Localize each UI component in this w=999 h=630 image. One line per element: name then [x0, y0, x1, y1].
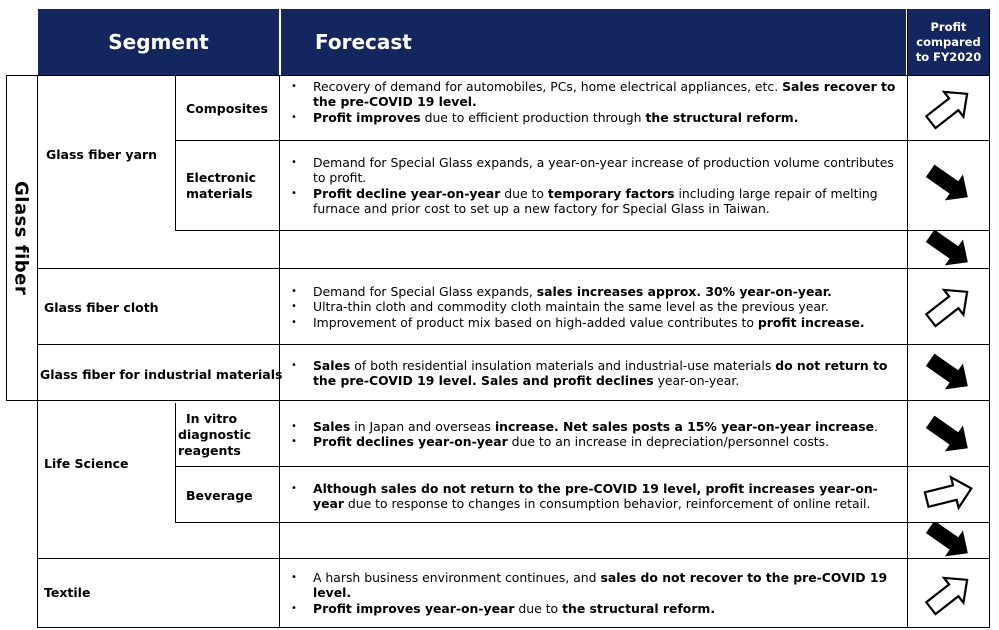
arrow-shape	[921, 158, 977, 210]
forecast-header: Forecast	[281, 9, 906, 75]
segment-line: reagents	[178, 443, 241, 458]
bullet-dot: •	[291, 436, 297, 448]
bullet-text: Improvement of product mix based on high-added value contributes to profit increase.	[313, 314, 865, 330]
segment-electronic-materials	[186, 170, 256, 202]
forecast-composites	[291, 79, 903, 125]
arrow-shape	[921, 279, 977, 332]
bullet-text: A harsh business environment continues, and sales do not recover to the pre-COVID 19 level.	[313, 570, 888, 601]
arrow-shape	[923, 473, 975, 515]
bullet-text: Recovery of demand for automobiles, PCs, home electrical appliances, etc. Sales recover to the pre-COVID 19 level.	[313, 79, 896, 110]
trend-arrow-down-icon	[918, 522, 980, 558]
trend-arrow-up-icon	[918, 566, 980, 622]
forecast-bullet	[291, 315, 903, 330]
segment-industrial-materials: Glass fiber for industrial materials	[40, 367, 283, 382]
bullet-dot: •	[291, 421, 297, 432]
bullet-text: Demand for Special Glass expands, sales increases approx. 30% year-on-year.	[313, 284, 832, 299]
bullet-text: Sales of both residential insulation materials and industrial-use materials do not return to the pre-COVID 19 level. Sales and profit declines year-on-year.	[313, 358, 888, 389]
bullet-text: Demand for Special Glass expands, a year-on-year increase of production volume contributes to profit.	[313, 155, 894, 186]
segment-in-vitro	[178, 411, 251, 459]
segment-beverage: Beverage	[186, 488, 253, 503]
bullet-text: Profit decline year-on-year due to temporary factors including large repair of melting furnace and prior cost to set up a new factory for Special Glass in Taiwan.	[313, 185, 878, 217]
arrow-shape	[921, 567, 977, 620]
glass-fiber-group-label: Glass fiber	[10, 180, 32, 296]
bullet-dot: •	[291, 81, 297, 92]
bullet-dot: •	[291, 286, 297, 297]
profit-header-line: to FY2020	[915, 49, 982, 64]
forecast-industrial-materials	[291, 358, 903, 389]
segment-life-science: Life Science	[44, 456, 129, 471]
bullet-dot: •	[291, 301, 297, 313]
forecast-glass-fiber-cloth	[291, 284, 903, 330]
forecast-bullet	[291, 284, 903, 299]
trend-arrow-flat-icon	[918, 472, 980, 516]
bullet-text: Profit improves year-on-year due to the structural reform.	[313, 600, 716, 616]
forecast-beverage	[291, 481, 903, 512]
trend-arrow-down-icon	[918, 156, 980, 212]
bullet-text: Profit declines year-on-year due to an increase in depreciation/personnel costs.	[313, 434, 830, 450]
forecast-bullet	[291, 601, 903, 616]
segment-line: In vitro	[186, 411, 238, 426]
segment-line: diagnostic	[178, 427, 252, 442]
trend-arrow-down-icon	[918, 348, 980, 398]
forecast-bullet	[291, 358, 903, 389]
forecast-bullet	[291, 110, 903, 125]
bullet-dot: •	[291, 187, 297, 199]
bullet-dot: •	[291, 483, 297, 494]
bullet-text: Sales in Japan and overseas increase. Net sales posts a 15% year-on-year increase.	[313, 419, 878, 434]
segment-composites: Composites	[186, 101, 268, 116]
bullet-dot: •	[291, 360, 297, 371]
bullet-dot: •	[291, 572, 297, 583]
arrow-shape	[921, 522, 977, 558]
forecast-bullet	[291, 79, 903, 110]
arrow-shape	[921, 348, 977, 398]
profit-header-line: compared	[916, 34, 981, 49]
segment-textile: Textile	[44, 585, 91, 600]
forecast-bullet	[291, 419, 903, 434]
forecast-electronic-materials	[291, 155, 903, 217]
forecast-bullet	[291, 570, 903, 601]
forecast-textile	[291, 570, 903, 616]
forecast-bullet	[291, 186, 903, 217]
trend-arrow-up-icon	[918, 278, 980, 334]
segment-line: materials	[186, 186, 253, 201]
trend-arrow-up-icon	[918, 80, 980, 136]
bullet-text: Ultra-thin cloth and commodity cloth maintain the same level as the previous year.	[313, 299, 829, 315]
segment-header: Segment	[38, 9, 279, 75]
trend-arrow-down-icon	[918, 228, 980, 270]
bullet-dot: •	[291, 316, 297, 328]
profit-header	[908, 9, 989, 75]
bullet-text: Although sales do not return to the pre-COVID 19 level, profit increases year-on-year due to response to changes in consumption behavior, reinforcement of online retail.	[313, 481, 878, 512]
arrow-shape	[921, 81, 977, 134]
forecast-bullet	[291, 434, 903, 449]
segment-glass-fiber-cloth: Glass fiber cloth	[44, 300, 159, 315]
bullet-text: Profit improves due to efficient production through the structural reform.	[313, 109, 799, 125]
segment-glass-fiber-yarn: Glass fiber yarn	[46, 147, 158, 162]
bullet-dot: •	[291, 602, 297, 614]
profit-header-line: Profit	[930, 19, 967, 34]
forecast-in-vitro	[291, 419, 903, 450]
arrow-shape	[921, 410, 977, 460]
forecast-bullet	[291, 299, 903, 314]
bullet-dot: •	[291, 157, 297, 168]
forecast-bullet	[291, 481, 903, 512]
bullet-dot: •	[291, 111, 297, 123]
trend-arrow-down-icon	[918, 410, 980, 460]
segment-line: Electronic	[186, 170, 257, 185]
forecast-bullet	[291, 155, 903, 186]
arrow-shape	[921, 228, 977, 270]
